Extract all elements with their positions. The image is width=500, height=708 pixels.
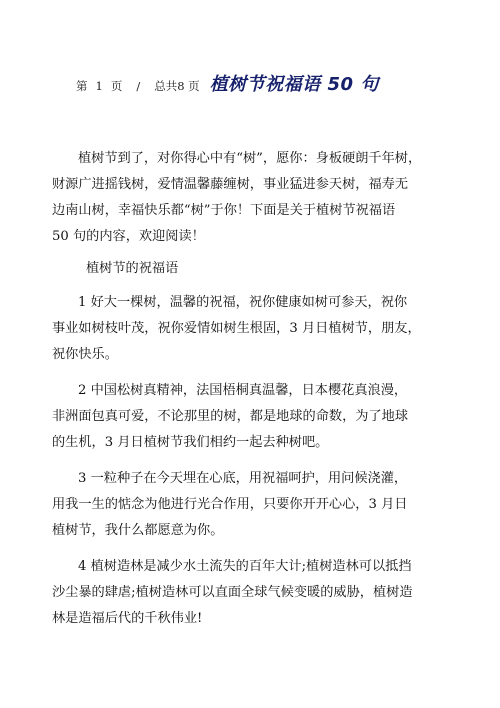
document-title: 植树节祝福语 50 句 <box>209 74 379 95</box>
wish-line: 非洲面包真可爱，不论那里的树，都是地球的命数，为了地球 <box>52 409 409 424</box>
intro-line: 财源广进摇钱树，爱情温馨藤缠树，事业猛进参天树，福寿无 <box>52 177 409 192</box>
wish-line: 沙尘暴的肆虐;植树造林可以直面全球气候变暖的威胁，植树造 <box>52 585 413 600</box>
wish-line: 事业如树枝叶茂，祝你爱情如树生根固，3 月日植树节，朋友， <box>52 321 421 336</box>
wish-item-2 <box>52 378 452 456</box>
total-pages: 总共8 页 <box>154 79 200 93</box>
section-heading <box>52 256 452 282</box>
page-unit: 页 <box>110 79 123 93</box>
wish-line: 祝你快乐。 <box>52 347 118 362</box>
section-heading-text: 植树节的祝福语 <box>86 261 179 276</box>
intro-paragraph <box>52 146 452 250</box>
page-header <box>76 70 379 96</box>
wish-line: 2 中国松树真精神，法国梧桐真温馨，日本樱花真浪漫， <box>78 383 408 398</box>
wish-item-3 <box>52 466 452 544</box>
intro-line: 50 句的内容，欢迎阅读！ <box>52 229 205 244</box>
wish-line: 3 一粒种子在今天埋在心底，用祝福呵护，用问候浇灌， <box>78 471 408 486</box>
wish-line: 用我一生的惦念为他进行光合作用，只要你开开心心，3 月日 <box>52 497 408 512</box>
wish-line: 的生机，3 月日植树节我们相约一起去种树吧。 <box>52 435 329 450</box>
page-separator: / <box>136 79 141 93</box>
intro-line: 边南山树，幸福快乐都“树”于你！下面是关于植树节祝福语 <box>52 203 396 218</box>
intro-line: 植树节到了，对你得心中有“树”，愿你：身板硬朗千年树， <box>78 151 422 166</box>
wish-line: 4 植树造林是减少水土流失的百年大计;植树造林可以抵挡 <box>78 559 412 574</box>
wish-line: 植树节，我什么都愿意为你。 <box>52 523 224 538</box>
page-number: 1 <box>95 79 103 93</box>
wish-line: 林是造福后代的千秋伟业! <box>52 611 203 626</box>
page-prefix: 第 <box>76 79 88 93</box>
wish-line: 1 好大一棵树，温馨的祝福，祝你健康如树可参天，祝你 <box>78 295 408 310</box>
wish-item-4 <box>52 554 452 632</box>
wish-item-1 <box>52 290 452 368</box>
